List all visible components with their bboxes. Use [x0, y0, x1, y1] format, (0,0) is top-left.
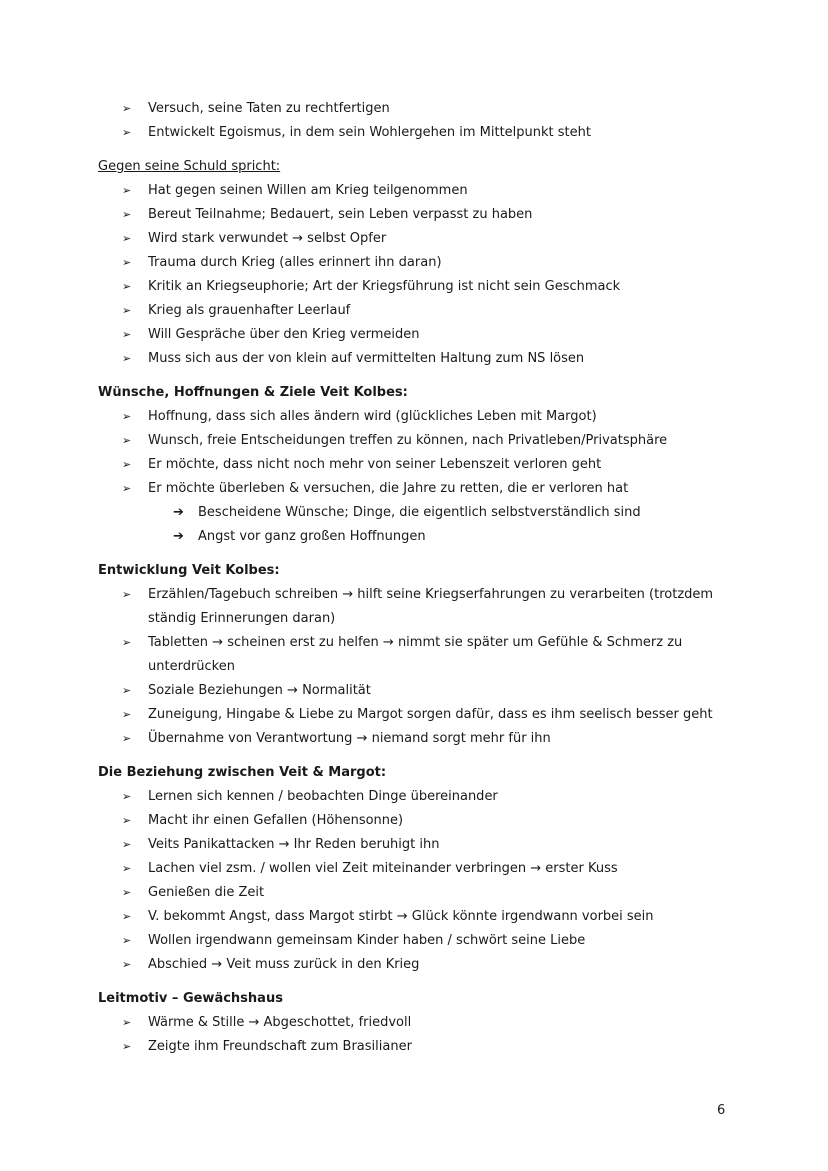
arrowhead-bullet-icon: ➢ — [122, 588, 132, 601]
page-number: 6 — [717, 1103, 726, 1118]
arrowhead-bullet-icon: ➢ — [122, 636, 132, 649]
section-heading: Leitmotiv – Gewächshaus — [98, 991, 283, 1006]
bullet-text: Tabletten → scheinen erst zu helfen → nimmt sie später um Gefühle & Schmerz zu — [148, 635, 683, 650]
bullet-item — [98, 679, 738, 703]
arrowhead-bullet-icon: ➢ — [122, 886, 132, 899]
section-heading: Wünsche, Hoffnungen & Ziele Veit Kolbes: — [98, 385, 408, 400]
sub-bullet-item — [98, 525, 738, 549]
arrowhead-bullet-icon: ➢ — [122, 732, 132, 745]
bullet-text: Soziale Beziehungen → Normalität — [148, 683, 371, 698]
right-arrow-bullet-icon: ➔ — [173, 505, 184, 520]
arrowhead-bullet-icon: ➢ — [122, 862, 132, 875]
bullet-text: Krieg als grauenhafter Leerlauf — [148, 303, 351, 318]
arrowhead-bullet-icon: ➢ — [122, 458, 132, 471]
bullet-text: Hat gegen seinen Willen am Krieg teilgenommen — [148, 183, 468, 198]
bullet-item — [98, 179, 738, 203]
bullet-text: Kritik an Kriegseuphorie; Art der Kriegsführung ist nicht sein Geschmack — [148, 279, 621, 294]
bullet-text: Bereut Teilnahme; Bedauert, sein Leben verpasst zu haben — [148, 207, 533, 222]
arrowhead-bullet-icon: ➢ — [122, 256, 132, 269]
arrowhead-bullet-icon: ➢ — [122, 708, 132, 721]
bullet-item — [98, 453, 738, 477]
sub-bullet-item — [98, 501, 738, 525]
bullet-text: Er möchte überleben & versuchen, die Jahre zu retten, die er verloren hat — [148, 481, 629, 496]
bullet-item — [98, 929, 738, 953]
bullet-item — [98, 833, 738, 857]
bullet-item — [98, 203, 738, 227]
bullet-text: Wunsch, freie Entscheidungen treffen zu können, nach Privatleben/Privatsphäre — [148, 433, 668, 448]
bullet-item — [98, 727, 738, 751]
bullet-item — [98, 323, 738, 347]
arrowhead-bullet-icon: ➢ — [122, 232, 132, 245]
arrowhead-bullet-icon: ➢ — [122, 684, 132, 697]
bullet-item — [98, 477, 738, 501]
bullet-text: Trauma durch Krieg (alles erinnert ihn daran) — [148, 255, 442, 270]
section-heading: Die Beziehung zwischen Veit & Margot: — [98, 765, 387, 780]
section-heading: Entwicklung Veit Kolbes: — [98, 563, 280, 578]
arrowhead-bullet-icon: ➢ — [122, 102, 132, 115]
bullet-text: Entwickelt Egoismus, in dem sein Wohlergehen im Mittelpunkt steht — [148, 125, 591, 140]
arrowhead-bullet-icon: ➢ — [122, 434, 132, 447]
bullet-item — [98, 121, 738, 145]
bullet-text: Angst vor ganz großen Hoffnungen — [198, 529, 426, 544]
bullet-item — [98, 785, 738, 809]
bullet-item — [98, 429, 738, 453]
bullet-text: Zuneigung, Hingabe & Liebe zu Margot sorgen dafür, dass es ihm seelisch besser geht — [148, 707, 713, 722]
bullet-text: Wärme & Stille → Abgeschottet, friedvoll — [148, 1015, 412, 1030]
right-arrow-bullet-icon: ➔ — [173, 529, 184, 544]
arrowhead-bullet-icon: ➢ — [122, 208, 132, 221]
bullet-item — [98, 347, 738, 371]
arrowhead-bullet-icon: ➢ — [122, 410, 132, 423]
bullet-item — [98, 953, 738, 977]
bullet-text: V. bekommt Angst, dass Margot stirbt → Glück könnte irgendwann vorbei sein — [148, 909, 654, 924]
bullet-item — [98, 631, 738, 655]
bullet-text: Übernahme von Verantwortung → niemand sorgt mehr für ihn — [148, 731, 551, 746]
arrowhead-bullet-icon: ➢ — [122, 814, 132, 827]
arrowhead-bullet-icon: ➢ — [122, 352, 132, 365]
arrowhead-bullet-icon: ➢ — [122, 1040, 132, 1053]
bullet-text: Macht ihr einen Gefallen (Höhensonne) — [148, 813, 404, 828]
bullet-text: Muss sich aus der von klein auf vermittelten Haltung zum NS lösen — [148, 351, 585, 366]
bullet-item — [98, 905, 738, 929]
bullet-text: Hoffnung, dass sich alles ändern wird (glückliches Leben mit Margot) — [148, 409, 597, 424]
bullet-continuation: ständig Erinnerungen daran) — [148, 611, 336, 626]
arrowhead-bullet-icon: ➢ — [122, 910, 132, 923]
arrowhead-bullet-icon: ➢ — [122, 482, 132, 495]
arrowhead-bullet-icon: ➢ — [122, 328, 132, 341]
arrowhead-bullet-icon: ➢ — [122, 838, 132, 851]
bullet-continuation: unterdrücken — [148, 659, 235, 674]
bullet-item — [98, 227, 738, 251]
bullet-text: Veits Panikattacken → Ihr Reden beruhigt ihn — [148, 837, 440, 852]
arrowhead-bullet-icon: ➢ — [122, 934, 132, 947]
arrowhead-bullet-icon: ➢ — [122, 280, 132, 293]
bullet-item — [98, 583, 738, 607]
bullet-text: Er möchte, dass nicht noch mehr von seiner Lebenszeit verloren geht — [148, 457, 602, 472]
bullet-text: Versuch, seine Taten zu rechtfertigen — [148, 101, 390, 116]
arrowhead-bullet-icon: ➢ — [122, 304, 132, 317]
bullet-text: Erzählen/Tagebuch schreiben → hilft seine Kriegserfahrungen zu verarbeiten (trotzdem — [148, 587, 714, 602]
bullet-item — [98, 1011, 738, 1035]
bullet-item — [98, 299, 738, 323]
document-content — [98, 97, 738, 1059]
bullet-text: Zeigte ihm Freundschaft zum Brasilianer — [148, 1039, 412, 1054]
section-heading: Gegen seine Schuld spricht: — [98, 159, 281, 174]
bullet-item — [98, 857, 738, 881]
arrowhead-bullet-icon: ➢ — [122, 126, 132, 139]
arrowhead-bullet-icon: ➢ — [122, 1016, 132, 1029]
bullet-item — [98, 809, 738, 833]
arrowhead-bullet-icon: ➢ — [122, 958, 132, 971]
arrowhead-bullet-icon: ➢ — [122, 790, 132, 803]
bullet-text: Wird stark verwundet → selbst Opfer — [148, 231, 387, 246]
bullet-item — [98, 881, 738, 905]
bullet-text: Genießen die Zeit — [148, 885, 265, 900]
bullet-text: Lernen sich kennen / beobachten Dinge übereinander — [148, 789, 498, 804]
bullet-text: Bescheidene Wünsche; Dinge, die eigentlich selbstverständlich sind — [198, 505, 641, 520]
bullet-item — [98, 251, 738, 275]
bullet-text: Abschied → Veit muss zurück in den Krieg — [148, 957, 420, 972]
bullet-text: Will Gespräche über den Krieg vermeiden — [148, 327, 420, 342]
bullet-item — [98, 405, 738, 429]
bullet-item — [98, 275, 738, 299]
bullet-item — [98, 1035, 738, 1059]
bullet-item — [98, 97, 738, 121]
bullet-text: Wollen irgendwann gemeinsam Kinder haben / schwört seine Liebe — [148, 933, 586, 948]
bullet-text: Lachen viel zsm. / wollen viel Zeit miteinander verbringen → erster Kuss — [148, 861, 618, 876]
arrowhead-bullet-icon: ➢ — [122, 184, 132, 197]
bullet-item — [98, 703, 738, 727]
